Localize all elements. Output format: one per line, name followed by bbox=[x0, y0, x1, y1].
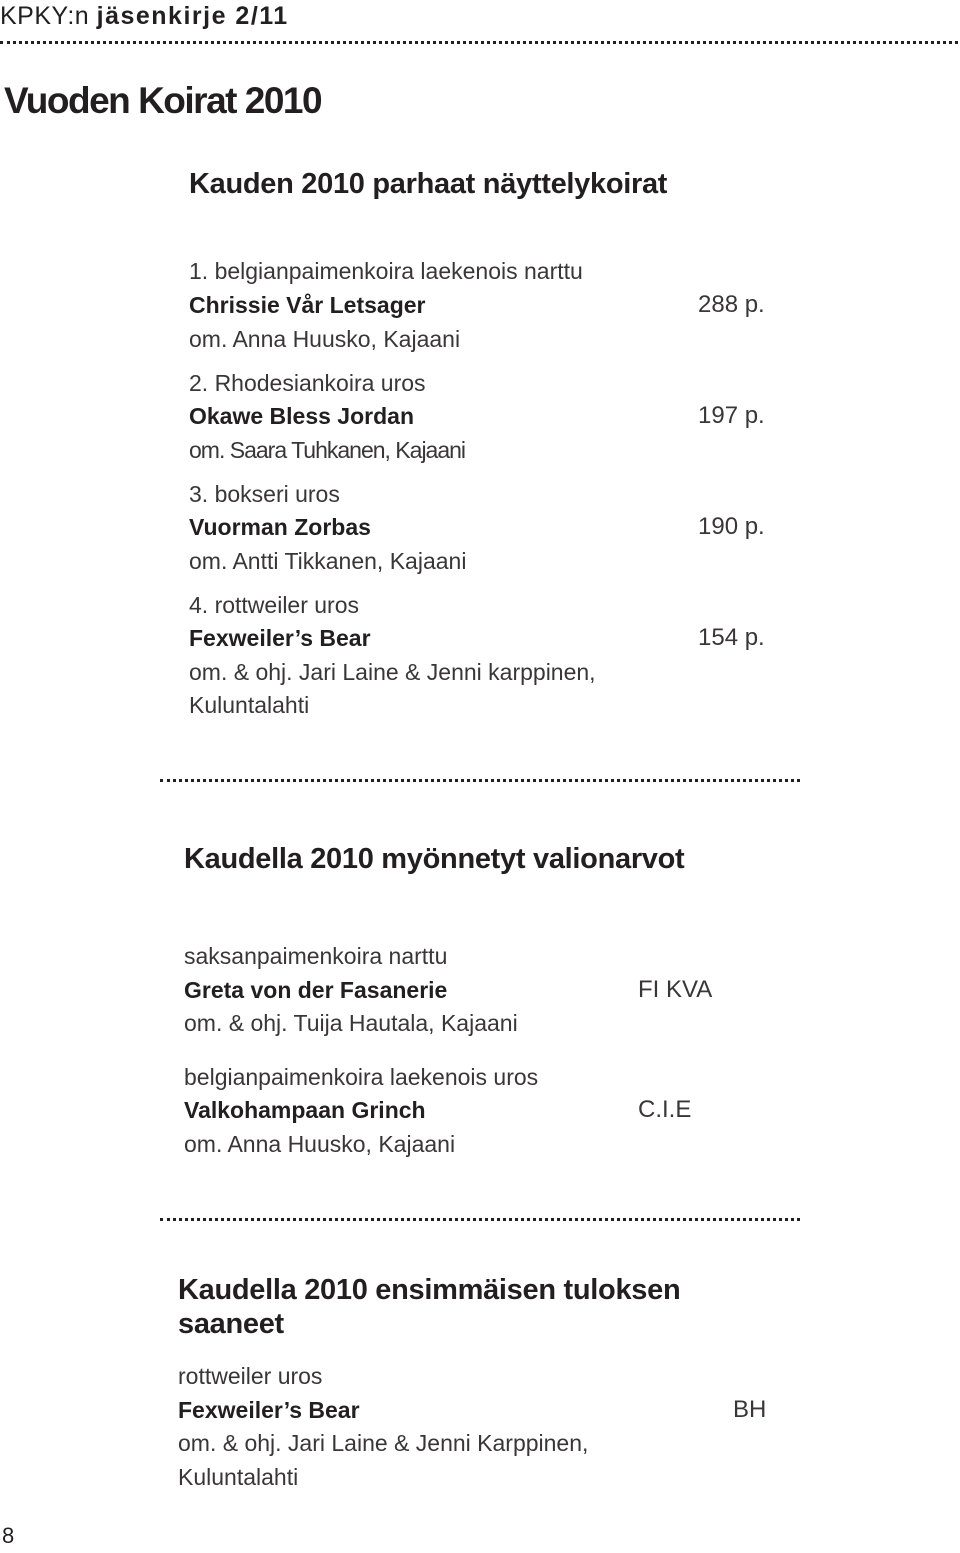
entry4-owner-town: Kuluntalahti bbox=[189, 692, 310, 718]
entry4-owner: om. & ohj. Jari Laine & Jenni karppinen, bbox=[189, 659, 596, 685]
header-prefix: KPKY:n bbox=[0, 2, 90, 30]
champion2-name: Valkohampaan Grinch bbox=[184, 1097, 426, 1123]
entry1-name: Chrissie Vår Letsager bbox=[189, 292, 426, 318]
entry2-breed: 2. Rhodesiankoira uros bbox=[189, 370, 426, 396]
section1-heading: Kauden 2010 parhaat näyttelykoirat bbox=[189, 168, 668, 200]
entry4-breed: 4. rottweiler uros bbox=[189, 592, 360, 618]
entry1-owner: om. Anna Huusko, Kajaani bbox=[189, 326, 461, 352]
page-title: Vuoden Koirat 2010 bbox=[4, 80, 322, 121]
entry4-name: Fexweiler’s Bear bbox=[189, 625, 371, 651]
header-divider bbox=[0, 41, 958, 44]
entry4-points: 154 p. bbox=[698, 624, 765, 651]
entry3-breed: 3. bokseri uros bbox=[189, 481, 340, 507]
entry2-name: Okawe Bless Jordan bbox=[189, 403, 414, 429]
entry2-owner: om. Saara Tuhkanen, Kajaani bbox=[189, 437, 466, 463]
first-result-owner: om. & ohj. Jari Laine & Jenni Karppinen, bbox=[178, 1430, 589, 1456]
section3-heading-line1: Kaudella 2010 ensimmäisen tuloksen bbox=[178, 1274, 681, 1306]
first-result-owner-town: Kuluntalahti bbox=[178, 1464, 299, 1490]
entry3-points: 190 p. bbox=[698, 513, 765, 540]
first-result-name: Fexweiler’s Bear bbox=[178, 1397, 360, 1423]
champion1-name: Greta von der Fasanerie bbox=[184, 977, 448, 1003]
champion2-breed: belgianpaimenkoira laekenois uros bbox=[184, 1064, 539, 1090]
entry1-points: 288 p. bbox=[698, 291, 765, 318]
entry3-name: Vuorman Zorbas bbox=[189, 514, 371, 540]
entry1-breed: 1. belgianpaimenkoira laekenois narttu bbox=[189, 258, 583, 284]
section2-heading: Kaudella 2010 myönnetyt valionarvot bbox=[184, 843, 685, 875]
header-label: jäsenkirje 2/11 bbox=[96, 2, 289, 30]
champion2-title: C.I.E bbox=[638, 1096, 692, 1123]
entry2-points: 197 p. bbox=[698, 402, 765, 429]
champion1-breed: saksanpaimenkoira narttu bbox=[184, 943, 448, 969]
first-result-breed: rottweiler uros bbox=[178, 1363, 323, 1389]
champion1-owner: om. & ohj. Tuija Hautala, Kajaani bbox=[184, 1010, 518, 1036]
champion1-title: FI KVA bbox=[638, 976, 713, 1003]
section-divider bbox=[160, 779, 800, 782]
newsletter-header bbox=[0, 2, 289, 31]
page-number: 8 bbox=[2, 1523, 15, 1548]
champion2-owner: om. Anna Huusko, Kajaani bbox=[184, 1131, 456, 1157]
section-divider bbox=[160, 1218, 800, 1221]
section3-heading-line2: saaneet bbox=[178, 1308, 284, 1340]
first-result-value: BH bbox=[733, 1396, 767, 1423]
entry3-owner: om. Antti Tikkanen, Kajaani bbox=[189, 548, 467, 574]
